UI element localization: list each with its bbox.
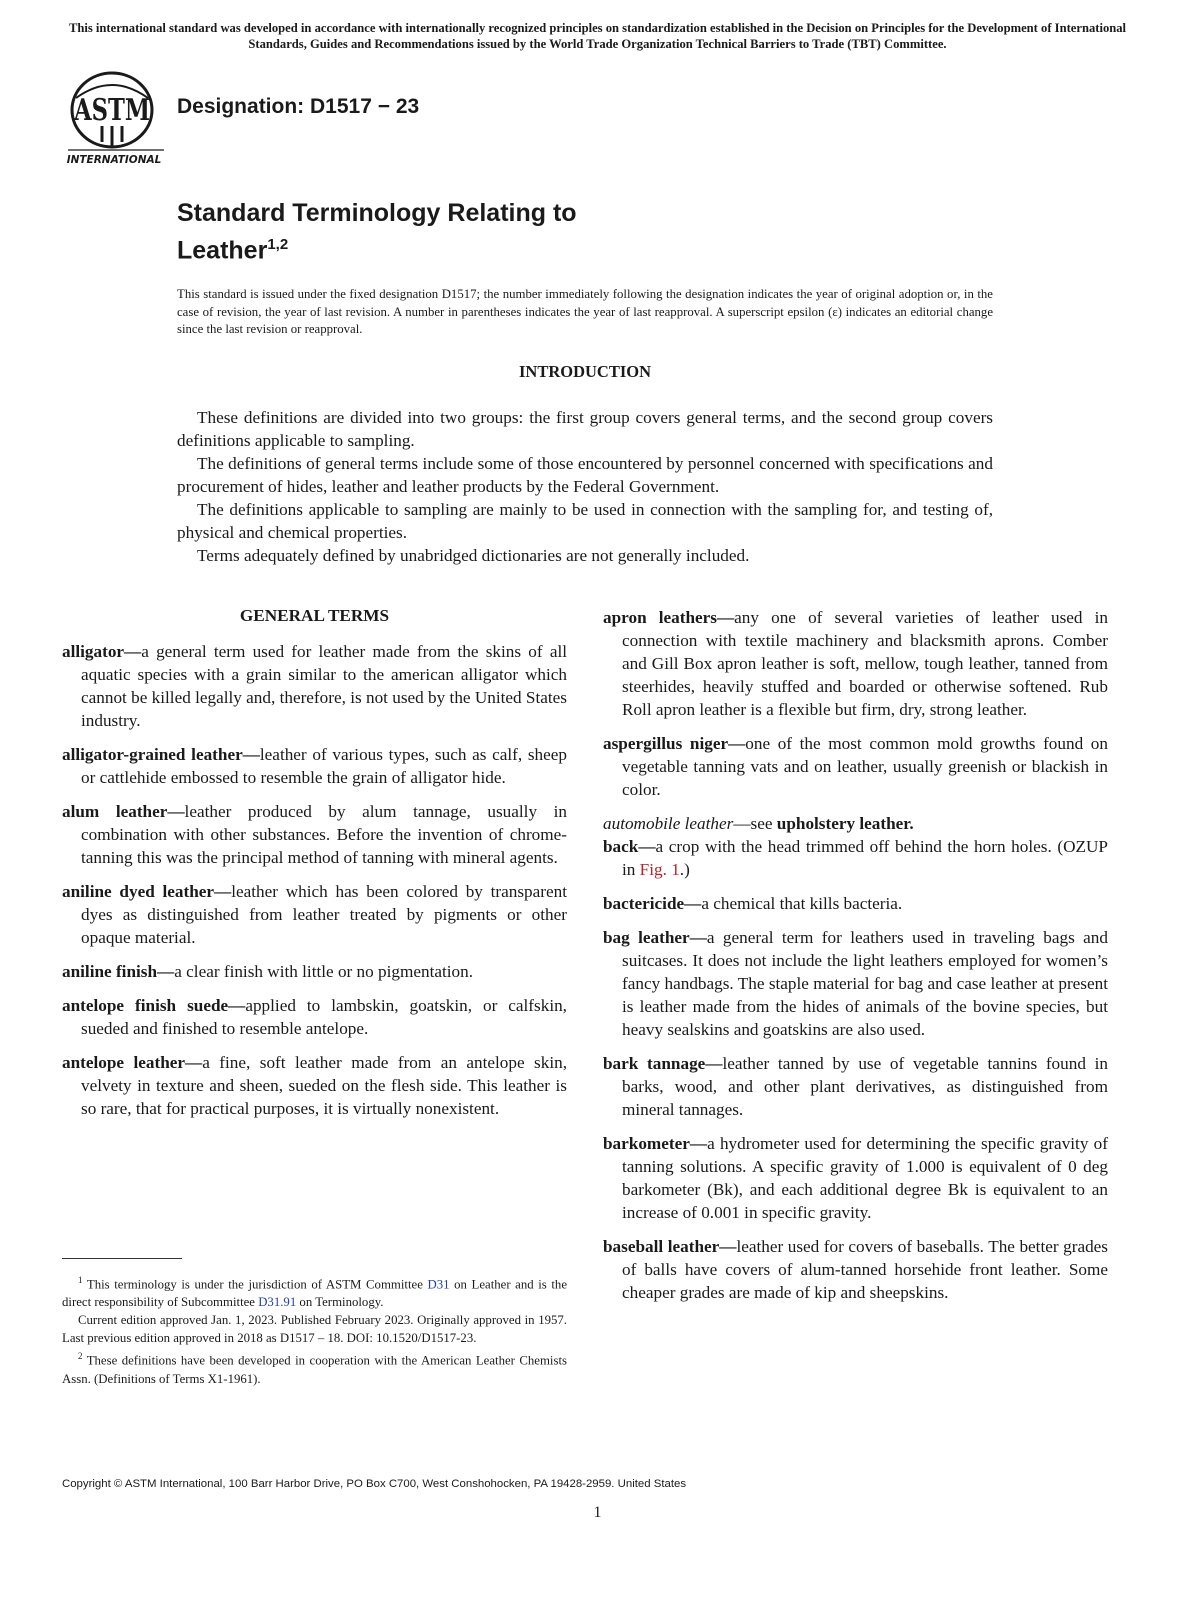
introduction-body <box>177 406 993 567</box>
term: aniline finish— <box>62 962 175 981</box>
subcommittee-link[interactable]: D31.91 <box>258 1295 297 1310</box>
intro-paragraph: Terms adequately defined by unabridged dictionaries are not generally included. <box>197 546 750 565</box>
footnotes <box>62 1271 567 1388</box>
term: bark tannage— <box>603 1054 723 1073</box>
designation: Designation: D1517 − 23 <box>177 95 420 118</box>
footnote-text: on Terminology. <box>296 1295 384 1310</box>
definition: a clear finish with little or no pigmentation. <box>174 962 474 981</box>
title-leather: Leather <box>177 236 268 265</box>
definition-entry <box>62 640 567 732</box>
issue-notice: This standard is issued under the fixed designation D1517; the number immediately following the designation indicates the year of original adoption or, in the case of revision, the year of last revision. A number in parentheses indicates the year of last reapproval. A superscript epsilon (ε) indicates an editorial change since the last revision or reapproval. <box>177 287 993 336</box>
definition-entry <box>603 1052 1108 1121</box>
definition-entry <box>62 880 567 949</box>
right-column <box>603 606 1108 1315</box>
term: alligator-grained leather— <box>62 745 260 764</box>
term: apron leathers— <box>603 608 735 627</box>
definition-entry <box>603 835 1108 881</box>
wto-notice: This international standard was developed in accordance with internationally recognized principles on standardization established in the Decision on Principles for the Development of International Standards, Guides and Recommendations issued by the World Trade Organization Technical Barriers to Trade (TBT) Committee. <box>68 21 1127 51</box>
definition: one of the most common mold growths found on vegetable tanning vats and on leather, usually greenish or blackish in color. <box>622 734 1108 799</box>
definition-entry <box>62 994 567 1040</box>
footnote-2 <box>62 1347 567 1387</box>
definition-entry <box>603 1235 1108 1304</box>
title-footnote-marks: 1,2 <box>267 236 289 253</box>
footnote-text: This terminology is under the jurisdiction of ASTM Committee <box>86 1277 428 1292</box>
general-terms-heading: GENERAL TERMS <box>239 606 390 625</box>
definition-entry <box>603 892 1108 915</box>
term: antelope leather— <box>62 1053 203 1072</box>
term: barkometer— <box>603 1134 708 1153</box>
term: back— <box>603 837 656 856</box>
intro-paragraph: The definitions applicable to sampling are mainly to be used in connection with the sampling for, and testing of, physical and chemical properties. <box>177 500 993 542</box>
astm-logo-mark <box>62 68 170 168</box>
title-line-1: Standard Terminology Relating to <box>177 199 577 227</box>
copyright: Copyright © ASTM International, 100 Barr Harbor Drive, PO Box C700, West Conshohocken, PA 19428-2959. United States <box>62 1478 687 1490</box>
definition: leather produced by alum tannage, usually in combination with other substances. Before the invention of chrome-tanning this was the principal method of tanning with mineral agents. <box>81 802 567 867</box>
term: bactericide— <box>603 894 702 913</box>
page-number: 1 <box>593 1504 602 1521</box>
term: alligator— <box>62 642 142 661</box>
intro-paragraph: The definitions of general terms include some of those encountered by personnel concerned with specifications and procurement of hides, leather and leather products by the Federal Government. <box>177 454 993 496</box>
logo-text: ASTM <box>73 93 150 128</box>
definition: a general term for leathers used in traveling bags and suitcases. It does not include the light leathers employed for women’s fancy handbags. The staple material for bag and case leather at present is leather made from the hides of animals of the bovine species, but heavy sealskins and goatskins are also used. <box>622 928 1108 1039</box>
term: bag leather— <box>603 928 707 947</box>
term: baseball leather— <box>603 1237 737 1256</box>
definition-entry <box>603 926 1108 1041</box>
footnote-1 <box>62 1271 567 1311</box>
term: alum leather— <box>62 802 185 821</box>
definition: leather of various types, such as calf, sheep or cattlehide embossed to resemble the grain of alligator hide. <box>81 745 567 787</box>
title-line-2 <box>177 229 577 266</box>
definition: leather used for covers of baseballs. The better grades of balls have covers of alum-tanned horsehide front leather. Some cheaper grades are made of kip and sheepskins. <box>622 1237 1108 1302</box>
definition: any one of several varieties of leather used in connection with textile machinery and blacksmith aprons. Comber and Gill Box apron leather is soft, mellow, tough leather, tanned from steerhides, heavily stuffed and boarded or otherwise softened. Rub Roll apron leather is a flexible but firm, dry, strong leather. <box>622 608 1108 719</box>
see-also-term: automobile leather <box>603 814 734 833</box>
definition-entry <box>62 800 567 869</box>
astm-logo <box>62 68 170 168</box>
definition: leather tanned by use of vegetable tannins found in barks, wood, and other plant derivatives, as distinguished from mineral tannages. <box>622 1054 1109 1119</box>
definition-end: .) <box>679 860 690 879</box>
document-title <box>177 198 577 266</box>
definition: a chemical that kills bacteria. <box>701 894 903 913</box>
definition-entry <box>603 732 1108 801</box>
definition-entry <box>62 743 567 789</box>
see-also-text: —see <box>733 814 777 833</box>
definition-entry <box>62 960 567 983</box>
footnote-mark: 1 <box>78 1275 83 1285</box>
see-also-entry <box>603 812 1108 835</box>
definition: a hydrometer used for determining the specific gravity of tanning solutions. A specific gravity of 1.000 is equivalent of 0 deg barkometer (Bk), and each additional degree Bk is equivalent to an increase of 0.001 in specific gravity. <box>622 1134 1108 1222</box>
footnote-divider <box>62 1258 182 1259</box>
committee-link[interactable]: D31 <box>427 1277 450 1292</box>
figure-link[interactable]: Fig. 1 <box>639 860 680 879</box>
edition-note: Current edition approved Jan. 1, 2023. Published February 2023. Originally approved in 1957. Last previous edition approved in 2018 as D1517 – 18. DOI: 10.1520/D1517-23. <box>62 1313 567 1346</box>
definition-entry <box>62 1051 567 1120</box>
footnote-text: These definitions have been developed in cooperation with the American Leather Chemists Assn. (Definitions of Terms X1-1961). <box>62 1353 567 1386</box>
definition: a crop with the head trimmed off behind the horn holes. (OZUP in <box>622 837 1108 879</box>
see-also-target-link[interactable]: upholstery leather. <box>776 814 914 833</box>
definition: applied to lambskin, goatskin, or calfskin, sueded and finished to resemble antelope. <box>81 996 567 1038</box>
definition: leather which has been colored by transparent dyes as distinguished from leather treated by pigments or other opaque material. <box>81 882 567 947</box>
definition: a general term used for leather made from the skins of all aquatic species with a grain similar to the american alligator which cannot be killed legally and, therefore, is not used by the United States industry. <box>81 642 567 730</box>
footnote-mark: 2 <box>78 1351 83 1362</box>
footnote-text: on Leather and is the direct responsibility of Subcommittee <box>62 1277 568 1310</box>
term: aspergillus niger— <box>603 734 746 753</box>
logo-subtext: INTERNATIONAL <box>66 154 162 166</box>
term: antelope finish suede— <box>62 996 246 1015</box>
left-column <box>62 604 567 1131</box>
definition-entry <box>603 606 1108 721</box>
term: aniline dyed leather— <box>62 882 232 901</box>
introduction-heading: INTRODUCTION <box>518 362 652 381</box>
definition: a fine, soft leather made from an antelope skin, velvety in texture and sheen, sueded on the flesh side. This leather is so rare, that for practical purposes, it is virtually nonexistent. <box>81 1053 567 1118</box>
intro-paragraph: These definitions are divided into two groups: the first group covers general terms, and the second group covers definitions applicable to sampling. <box>177 408 993 450</box>
definition-entry <box>603 1132 1108 1224</box>
